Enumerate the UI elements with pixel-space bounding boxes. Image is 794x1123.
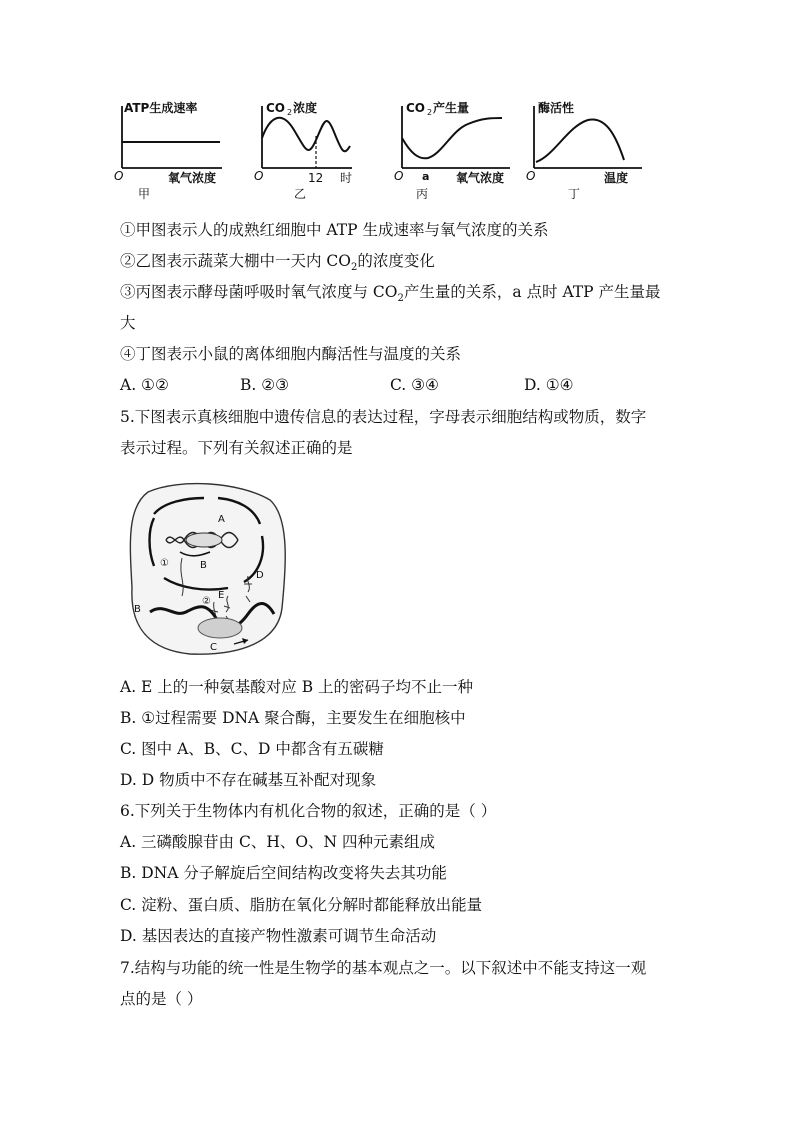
graph-bing (392, 96, 522, 200)
cell-label-b1: B (200, 560, 207, 571)
q4-options (120, 376, 680, 396)
q5-option-d: D. D 物质中不存在碱基互补配对现象 (120, 771, 377, 789)
cell-label-a: A (218, 514, 225, 525)
graph-yi-ylabel-sub: 2 (287, 108, 293, 117)
cell-label-process-2: ② (202, 596, 211, 607)
cell-label-d: D (256, 570, 264, 581)
q4-statement-2-text: ②乙图表示蔬菜大棚中一天内 CO (120, 252, 351, 270)
graph-yi-tick: 12 (308, 171, 324, 185)
graph-jia-ylabel: ATP生成速率 (124, 101, 198, 115)
graph-yi-curve (262, 118, 350, 151)
q4-option-a: A. ①② (120, 376, 169, 394)
graph-yi-xlabel: 时 (340, 171, 353, 185)
graph-bing-ylabel-sub: 2 (427, 108, 433, 117)
graph-bing-caption: 丙 (416, 187, 429, 201)
graph-row (112, 96, 652, 200)
q6-option-a: A. 三磷酸腺苷由 C、H、O、N 四种元素组成 (120, 833, 436, 851)
q6-option-b: B. DNA 分子解旋后空间结构改变将失去其功能 (120, 864, 447, 882)
graph-yi (252, 96, 362, 200)
cell-label-process-1: ① (160, 558, 169, 569)
graph-yi-origin: O (254, 169, 264, 183)
graph-jia (112, 96, 242, 200)
q5-option-c: C. 图中 A、B、C、D 中都含有五碳糖 (120, 740, 384, 758)
graph-jia-xlabel: 氧气浓度 (168, 171, 217, 185)
graph-bing-ylabel-rest: 产生量 (433, 101, 470, 115)
q5-stem-line-2: 表示过程。下列有关叙述正确的是 (120, 439, 353, 457)
graph-ding-xlabel: 温度 (604, 171, 629, 185)
graph-yi-ylabel-main: CO (266, 101, 286, 115)
graph-yi-caption: 乙 (294, 187, 307, 201)
graph-ding-curve (536, 119, 624, 162)
graph-jia-caption: 甲 (138, 187, 151, 201)
q7-stem-line-1: 7.结构与功能的统一性是生物学的基本观点之一。以下叙述中不能支持这一观 (120, 959, 647, 977)
graph-ding-origin: O (526, 169, 536, 183)
q5-option-b: B. ①过程需要 DNA 聚合酶，主要发生在细胞核中 (120, 709, 466, 727)
q4-statement-2-subscript: 2 (351, 262, 358, 274)
q7-stem-line-2: 点的是（ ） (120, 990, 203, 1008)
q4-statement-4: ④丁图表示小鼠的离体细胞内酶活性与温度的关系 (120, 345, 462, 363)
graph-bing-ylabel-main: CO (406, 101, 426, 115)
q4-statement-3-subscript: 2 (397, 293, 404, 305)
graph-bing-point-a: a (422, 170, 430, 183)
graph-bing-origin: O (394, 169, 404, 183)
graph-bing-xlabel: 氧气浓度 (456, 171, 505, 185)
graph-bing-curve (402, 118, 502, 158)
q4-statement-1: ①甲图表示人的成熟红细胞中 ATP 生成速率与氧气浓度的关系 (120, 221, 549, 239)
ribosome (198, 618, 242, 638)
graph-jia-origin: O (114, 169, 124, 183)
q4-statement-2-tail: 的浓度变化 (357, 252, 435, 270)
cell-label-b2: B (134, 604, 141, 615)
rna-polymerase (186, 533, 222, 547)
q6-option-d: D. 基因表达的直接产物性激素可调节生命活动 (120, 927, 437, 945)
q4-statement-3-tail: 产生量的关系，a 点时 ATP 产生量最 (403, 283, 661, 301)
graph-ding-ylabel: 酶活性 (538, 101, 575, 115)
graph-ding (524, 96, 652, 200)
q4-option-c: C. ③④ (390, 376, 439, 394)
graph-ding-caption: 丁 (568, 187, 581, 201)
q5-stem-line-1: 5.下图表示真核细胞中遗传信息的表达过程，字母表示细胞结构或物质，数字 (120, 408, 647, 426)
q4-statement-3-cont: 大 (120, 314, 136, 332)
q4-statement-2 (120, 251, 435, 278)
cell-diagram (120, 478, 292, 660)
q6-option-c: C. 淀粉、蛋白质、脂肪在氧化分解时都能释放出能量 (120, 896, 483, 914)
q4-statement-3-text: ③丙图表示酵母菌呼吸时氧气浓度与 CO (120, 283, 398, 301)
q4-option-d: D. ①④ (524, 376, 574, 394)
cell-label-c: C (210, 642, 217, 653)
cell-label-e: E (218, 590, 225, 601)
q4-statement-3 (120, 282, 661, 309)
graph-yi-ylabel-rest: 浓度 (293, 101, 318, 115)
q5-option-a: A. E 上的一种氨基酸对应 B 上的密码子均不止一种 (120, 678, 474, 696)
q6-stem: 6.下列关于生物体内有机化合物的叙述，正确的是（ ） (120, 802, 497, 820)
q4-option-b: B. ②③ (240, 376, 290, 394)
